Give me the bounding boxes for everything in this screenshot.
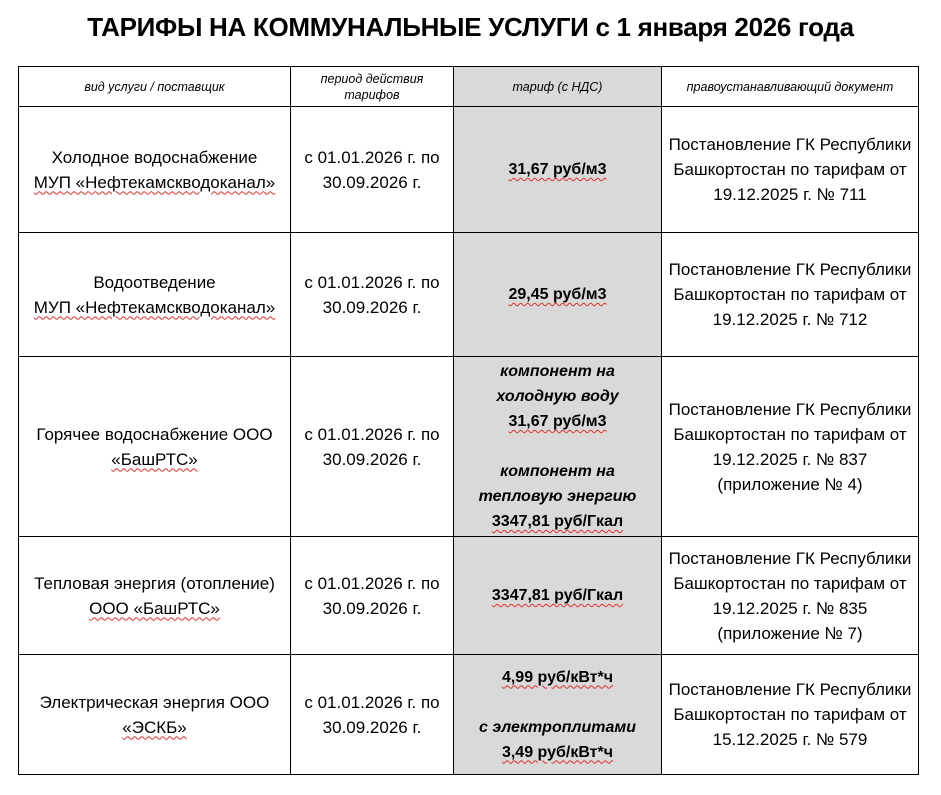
tariff-component-value	[458, 509, 657, 534]
tariff-value: 3347,81 руб/Гкал	[491, 513, 624, 530]
table-row	[19, 233, 919, 357]
tariff-component-label: компонент на тепловую энергию	[478, 463, 637, 505]
service-name: Электрическая энергия ООО	[39, 692, 270, 712]
tariff-value: 4,99 руб/кВт*ч	[501, 668, 614, 686]
tariff-value: 3347,81 руб/Гкал	[491, 587, 624, 604]
period-cell: с 01.01.2026 г. по 30.09.2026 г.	[291, 537, 454, 655]
service-provider: МУП «Нефтекамскводоканал»	[33, 297, 276, 317]
service-cell	[19, 357, 291, 537]
service-cell	[19, 233, 291, 357]
table-row	[19, 655, 919, 775]
service-provider: «БашРТС»	[111, 449, 198, 469]
service-provider: МУП «Нефтекамскводоканал»	[33, 172, 276, 192]
tariff-component-value	[458, 665, 657, 690]
service-provider: «ЭСКБ»	[122, 717, 187, 737]
document-cell: Постановление ГК Республики Башкортостан по тарифам от 19.12.2025 г. № 712	[662, 233, 919, 357]
service-name: Холодное водоснабжение	[51, 147, 258, 167]
document-cell: Постановление ГК Республики Башкортостан по тарифам от 15.12.2025 г. № 579	[662, 655, 919, 775]
period-cell: с 01.01.2026 г. по 30.09.2026 г.	[291, 233, 454, 357]
document-cell: Постановление ГК Республики Башкортостан по тарифам от 19.12.2025 г. № 835 (приложение № 7)	[662, 537, 919, 655]
service-cell	[19, 655, 291, 775]
tariff-component-value	[458, 409, 657, 434]
tariff-value: 31,67 руб/м3	[508, 413, 607, 430]
header-document: правоустанавливающий документ	[662, 67, 919, 107]
tariffs-table	[18, 66, 919, 775]
tariff-value: 29,45 руб/м3	[508, 286, 607, 303]
table-row	[19, 107, 919, 233]
document-cell: Постановление ГК Республики Башкортостан по тарифам от 19.12.2025 г. № 711	[662, 107, 919, 233]
service-cell	[19, 107, 291, 233]
service-name: Водоотведение	[93, 272, 216, 292]
service-name: Горячее водоснабжение ООО	[36, 424, 273, 444]
service-name: Тепловая энергия (отопление)	[34, 573, 275, 593]
service-provider: ООО «БашРТС»	[89, 598, 220, 618]
tariff-cell	[454, 357, 662, 537]
tariff-cell	[454, 107, 662, 233]
service-cell	[19, 537, 291, 655]
header-period: период действия тарифов	[291, 67, 454, 107]
period-cell: с 01.01.2026 г. по 30.09.2026 г.	[291, 107, 454, 233]
tariff-cell	[454, 655, 662, 775]
period-cell: с 01.01.2026 г. по 30.09.2026 г.	[291, 655, 454, 775]
tariff-component-label: с электроплитами	[479, 718, 636, 736]
table-row	[19, 357, 919, 537]
period-cell: с 01.01.2026 г. по 30.09.2026 г.	[291, 357, 454, 537]
tariff-component-label: компонент на холодную воду	[496, 363, 619, 405]
tariff-value: 31,67 руб/м3	[508, 161, 607, 178]
table-row	[19, 537, 919, 655]
page-title: ТАРИФЫ НА КОММУНАЛЬНЫЕ УСЛУГИ с 1 января 2026 года	[87, 12, 854, 42]
header-service: вид услуги / поставщик	[19, 67, 291, 107]
tariff-value: 3,49 руб/кВт*ч	[501, 743, 614, 761]
document-cell: Постановление ГК Республики Башкортостан по тарифам от 19.12.2025 г. № 837 (приложение № 4)	[662, 357, 919, 537]
tariff-component-value	[458, 740, 657, 765]
tariff-cell	[454, 537, 662, 655]
table-header-row	[19, 67, 919, 107]
header-tariff: тариф (с НДС)	[454, 67, 662, 107]
tariff-cell	[454, 233, 662, 357]
